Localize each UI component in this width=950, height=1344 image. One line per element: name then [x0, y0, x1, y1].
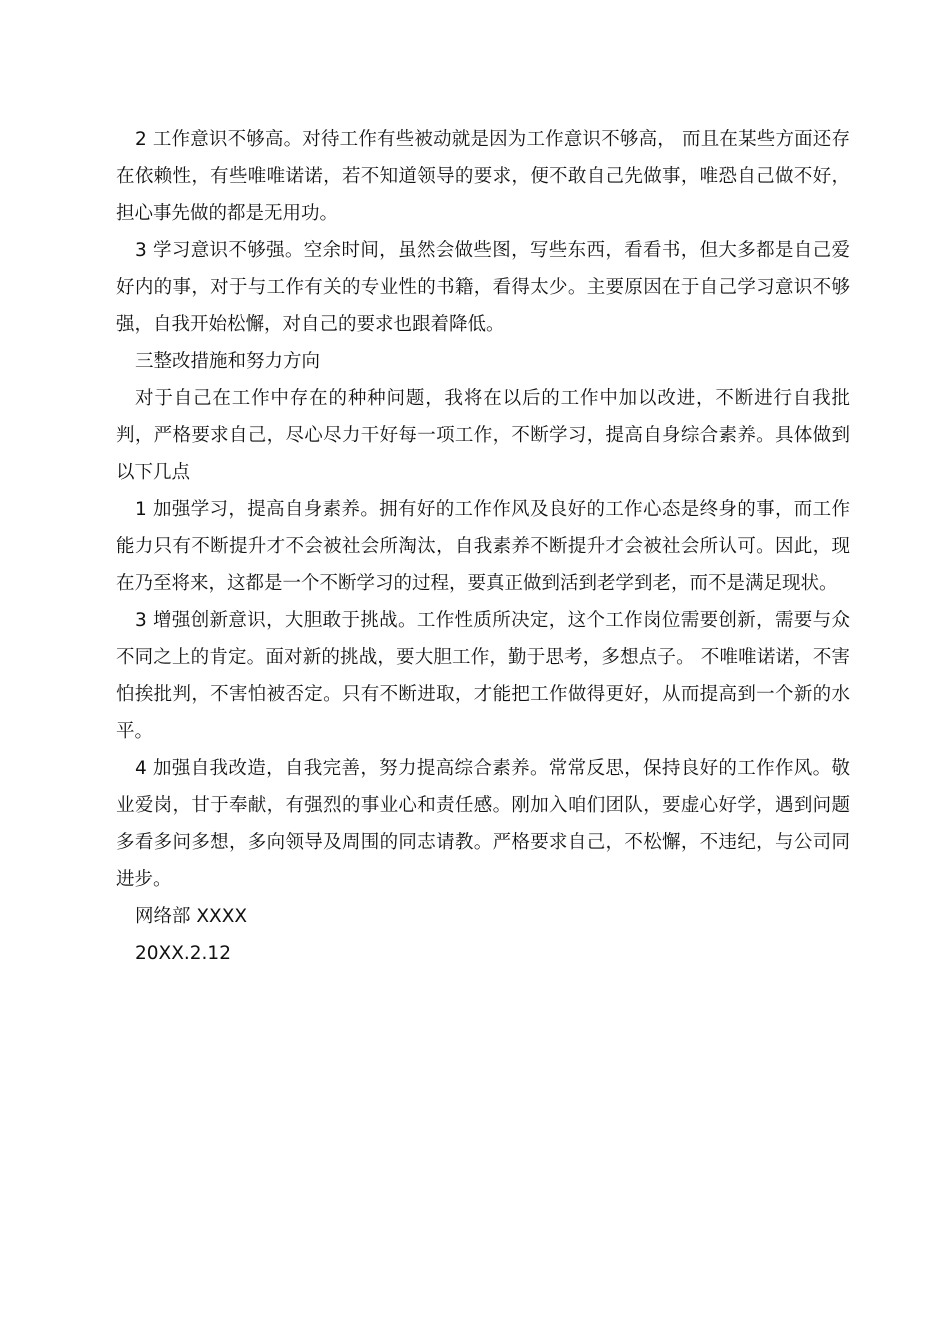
signature-date: 20XX.2.12: [135, 943, 231, 964]
paragraph-study-awareness: 3 学习意识不够强。空余时间，虽然会做些图，写些东西，看看书，但大多都是自己爱好内的事，对于与工作有关的专业性的书籍，看得太少。主要原因在于自己学习意识不够强，自我开始松懈，对自己的要求也跟着降低。: [116, 240, 850, 335]
paragraph-work-awareness: 2 工作意识不够高。对待工作有些被动就是因为工作意识不够高， 而且在某些方面还存在依赖性，有些唯唯诺诺，若不知道领导的要求，便不敢自己先做事，唯恐自己做不好，担心事先做的都是无用功。: [116, 129, 850, 224]
section-heading-rectification: 三整改措施和努力方向: [135, 351, 321, 372]
paragraph-self-improvement: 4 加强自我改造，自我完善，努力提高综合素养。常常反思，保持良好的工作作风。敬业爱岗，甘于奉献，有强烈的事业心和责任感。刚加入咱们团队，要虚心好学，遇到问题多看多问多想，多向领导及周围的同志请教。严格要求自己，不松懈，不违纪，与公司同进步。: [116, 758, 850, 890]
paragraph-intro-measures: 对于自己在工作中存在的种种问题，我将在以后的工作中加以改进，不断进行自我批判，严格要求自己，尽心尽力干好每一项工作，不断学习，提高自身综合素养。具体做到以下几点: [116, 388, 850, 483]
paragraph-strengthen-study: 1 加强学习，提高自身素养。拥有好的工作作风及良好的工作心态是终身的事，而工作能力只有不断提升才不会被社会所淘汰，自我素养不断提升才会被社会所认可。因此，现在乃至将来，这都是一个不断学习的过程，要真正做到活到老学到老，而不是满足现状。: [116, 499, 850, 594]
paragraph-innovation: 3 增强创新意识，大胆敢于挑战。工作性质所决定，这个工作岗位需要创新，需要与众不同之上的肯定。面对新的挑战，要大胆工作，勤于思考，多想点子。 不唯唯诺诺，不害怕挨批判，不害怕被否定。只有不断进取，才能把工作做得更好，从而提高到一个新的水平。: [116, 610, 850, 742]
document-body: [116, 121, 850, 972]
signature-department: 网络部 XXXX: [135, 906, 248, 927]
